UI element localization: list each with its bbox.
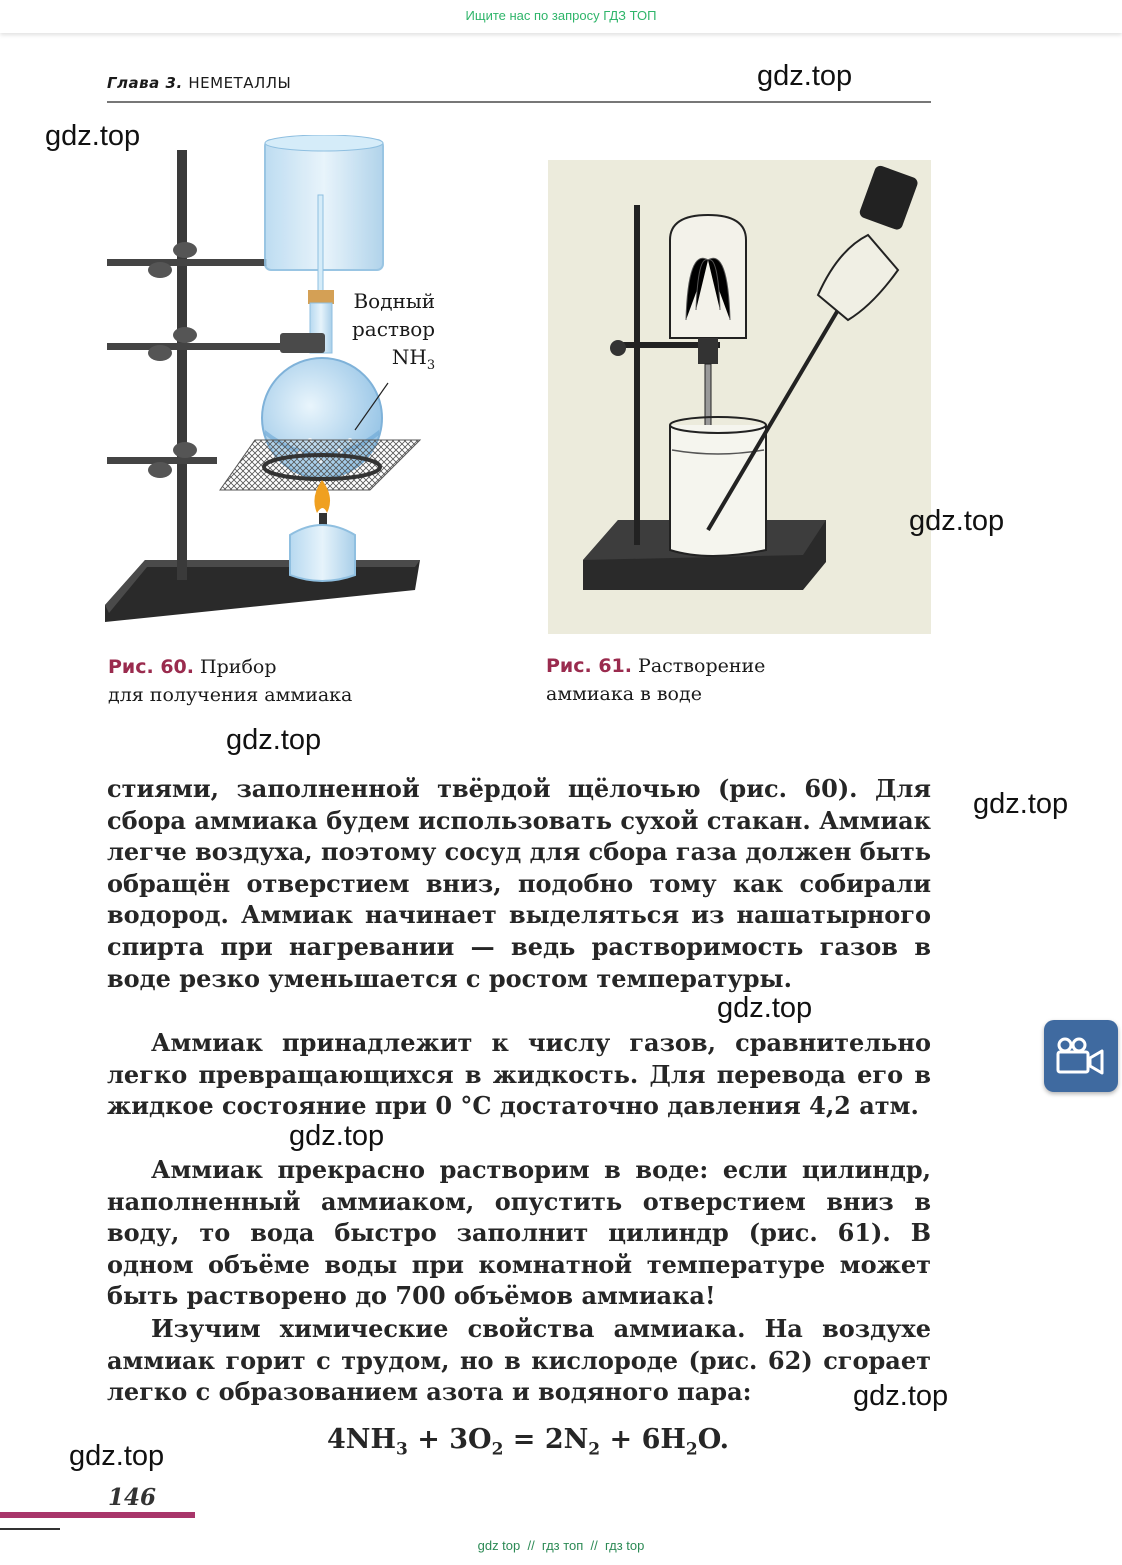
figure-number: Рис. 60.	[108, 656, 194, 678]
eq-sub: 3	[395, 1439, 408, 1460]
paragraph: Аммиак прекрасно растворим в воде: если цилиндр, наполненный аммиаком, опустить отверстием вниз в воду, то вода быстро заполнит цилиндр (рис. 61). В одном объёме воды при комнатной температуре может быть растворено до 700 объёмов аммиака!	[107, 1155, 931, 1311]
chapter-label: Глава 3.	[107, 74, 183, 92]
watermark: gdz.top	[69, 1440, 165, 1472]
eq-part: O.	[697, 1424, 730, 1455]
caption-text: аммиака в воде	[546, 683, 702, 705]
header-rule	[107, 101, 931, 103]
video-button[interactable]	[1044, 1020, 1118, 1092]
label-line: раствор	[352, 317, 436, 341]
chemical-equation	[327, 1424, 729, 1459]
paragraph: стиями, заполненной твёрдой щёлочью (рис. 60). Для сбора аммиака будем использовать сухой стакан. Аммиак легче воздуха, поэтому сосуд для сбора газа должен быть обращён отверстием вниз, подобно тому как собирали водород. Аммиак начинает выделяться из нашатырного спирта при нагревании — ведь растворимость газов в воде резко уменьшается с ростом температуры.	[107, 774, 931, 993]
eq-part: = 2N	[503, 1424, 589, 1455]
page-rule	[0, 1528, 60, 1530]
caption-text: Прибор	[200, 656, 277, 678]
watermark: gdz.top	[757, 60, 853, 92]
figure-61-engraving	[548, 160, 931, 634]
eq-sub: 2	[588, 1439, 601, 1460]
page-accent-bar	[0, 1512, 195, 1518]
search-hint: Ищите нас по запросу ГДЗ ТОП	[465, 8, 657, 23]
figure-60-label	[352, 287, 435, 380]
watermark: gdz.top	[909, 505, 1005, 537]
eq-part: + 6H	[600, 1424, 686, 1455]
paragraph: Аммиак принадлежит к числу газов, сравнительно легко превращающихся в жидкость. Для перевода его в жидкое состояние при 0 °C достаточно давления 4,2 атм.	[107, 1028, 931, 1121]
watermark: gdz.top	[973, 788, 1069, 820]
chapter-title: НЕМЕТАЛЛЫ	[188, 74, 292, 92]
watermark: gdz.top	[226, 724, 322, 756]
figure-60-caption	[108, 653, 352, 709]
label-line: Водный	[353, 289, 436, 313]
formula-subscript: 3	[426, 358, 436, 373]
formula-text: NH	[391, 345, 427, 369]
eq-part: + 3O	[407, 1424, 492, 1455]
page-number: 146	[108, 1484, 157, 1511]
eq-sub: 2	[685, 1439, 698, 1460]
watermark: gdz.top	[853, 1380, 949, 1412]
caption-text: Растворение	[638, 655, 766, 677]
figure-number: Рис. 61.	[546, 655, 632, 677]
figure-60-apparatus	[105, 135, 445, 635]
watermark: gdz.top	[717, 992, 813, 1024]
figure-61-caption	[546, 652, 765, 708]
top-search-banner	[0, 0, 1122, 33]
watermark: gdz.top	[289, 1120, 385, 1152]
chapter-header	[107, 74, 291, 92]
video-camera-icon	[1044, 1020, 1118, 1092]
eq-sub: 2	[491, 1439, 504, 1460]
paragraph: Изучим химические свойства аммиака. На воздухе аммиак горит с трудом, но в кислороде (рис. 62) сгорает легко с образованием азота и водяного пара:	[107, 1314, 931, 1407]
caption-text: для получения аммиака	[108, 684, 353, 706]
eq-part: 4NH	[327, 1424, 396, 1455]
watermark: gdz.top	[45, 120, 141, 152]
label-formula	[352, 343, 435, 380]
footer-links: gdz top // гдз топ // гдз top	[477, 1538, 645, 1553]
